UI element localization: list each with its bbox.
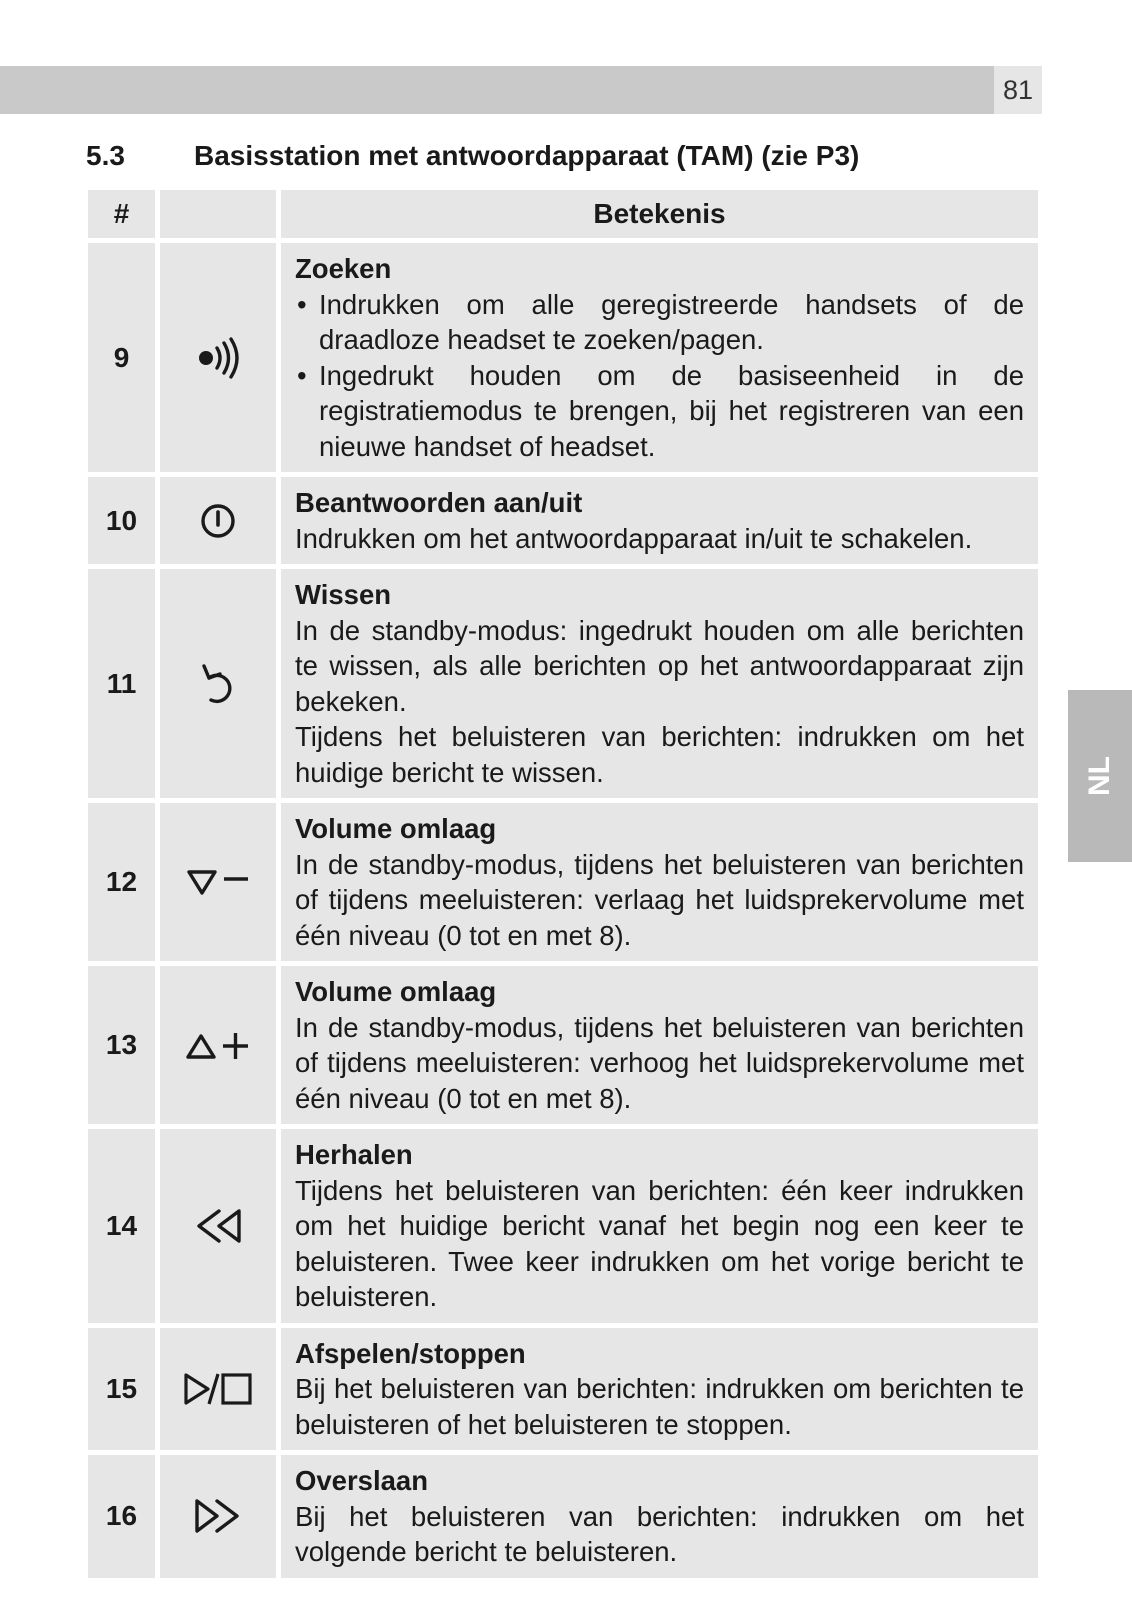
table-row <box>88 477 1038 564</box>
button-meaning-table <box>88 190 1038 1583</box>
row-text: In de standby-modus, tijdens het beluisteren van berichten of tijdens meeluisteren: verlaag het luidsprekervolume met één niveau (0 tot en met 8). <box>295 848 1024 951</box>
row-text: Bij het beluisteren van berichten: indrukken om berichten te beluisteren of het beluisteren te stoppen. <box>295 1373 1024 1440</box>
fast-forward-icon <box>193 1497 243 1535</box>
table-row <box>88 1328 1038 1451</box>
language-tab <box>1068 690 1132 862</box>
row-title: Afspelen/stoppen <box>295 1337 526 1369</box>
row-title: Beantwoorden aan/uit <box>295 487 583 518</box>
row-title: Overslaan <box>295 1465 429 1496</box>
section-title: Basisstation met antwoordapparaat (TAM) (zie P3) <box>194 140 860 171</box>
row-title: Wissen <box>295 579 392 610</box>
header-num: # <box>88 190 155 238</box>
language-tab-label: NL <box>1083 756 1116 796</box>
table-row <box>88 803 1038 961</box>
table-header-row <box>88 190 1038 238</box>
row-description <box>281 569 1038 798</box>
row-number: 13 <box>88 966 155 1124</box>
row-text: In de standby-modus: ingedrukt houden om alle berichten te wissen, als alle berichten op het antwoordapparaat zijn bekeken. <box>295 614 1024 717</box>
row-number: 16 <box>88 1455 155 1578</box>
header-icon <box>160 190 276 238</box>
header-meaning: Betekenis <box>281 190 1038 238</box>
table-row <box>88 569 1038 798</box>
row-text: Tijdens het beluisteren van berichten: indrukken om het huidige bericht te wissen. <box>295 721 1024 788</box>
list-item: • Ingedrukt houden om de basiseenheid in de registratiemodus te brengen, bij het registreren van een nieuwe handset of headset. <box>295 358 1024 465</box>
row-description <box>281 1129 1038 1323</box>
page-number: 81 <box>994 66 1042 114</box>
table-row <box>88 243 1038 472</box>
row-number: 15 <box>88 1328 155 1451</box>
row-number: 9 <box>88 243 155 472</box>
rewind-icon <box>193 1207 243 1245</box>
row-title: Herhalen <box>295 1139 413 1170</box>
row-title: Volume omlaag <box>295 976 497 1007</box>
row-text: Indrukken om het antwoordapparaat in/uit te schakelen. <box>295 522 973 554</box>
row-number: 11 <box>88 569 155 798</box>
row-text: Tijdens het beluisteren van berichten: één keer indrukken om het huidige bericht vanaf het begin nog een keer te beluisteren. Twee keer indrukken om het vorige bericht te beluisteren. <box>295 1174 1024 1312</box>
row-description <box>281 243 1038 472</box>
header-bar <box>0 66 994 114</box>
row-description <box>281 803 1038 961</box>
row-title: Volume omlaag <box>295 813 497 844</box>
row-description <box>281 477 1038 564</box>
page-handset-icon <box>194 336 242 380</box>
row-number: 12 <box>88 803 155 961</box>
section-heading <box>86 136 859 176</box>
delete-undo-icon <box>198 662 238 706</box>
row-description <box>281 966 1038 1124</box>
table-row <box>88 966 1038 1124</box>
section-number: 5.3 <box>86 140 125 171</box>
list-item: • Indrukken om alle geregistreerde handsets of de draadloze headset te zoeken/pagen. <box>295 287 1024 358</box>
table-row <box>88 1129 1038 1323</box>
row-number: 14 <box>88 1129 155 1323</box>
row-description <box>281 1455 1038 1578</box>
bullet-list <box>295 287 1024 465</box>
power-icon <box>198 501 238 541</box>
row-number: 10 <box>88 477 155 564</box>
volume-up-icon <box>185 1028 251 1062</box>
row-title: Zoeken <box>295 253 392 284</box>
row-text: Bij het beluisteren van berichten: indrukken om het volgende bericht te beluisteren. <box>295 1500 1024 1567</box>
table-row <box>88 1455 1038 1578</box>
row-text: In de standby-modus, tijdens het beluisteren van berichten of tijdens meeluisteren: verhoog het luidsprekervolume met één niveau (0 tot en met 8). <box>295 1011 1024 1114</box>
volume-down-icon <box>186 866 250 898</box>
row-description <box>281 1328 1038 1451</box>
play-stop-icon <box>182 1371 254 1407</box>
